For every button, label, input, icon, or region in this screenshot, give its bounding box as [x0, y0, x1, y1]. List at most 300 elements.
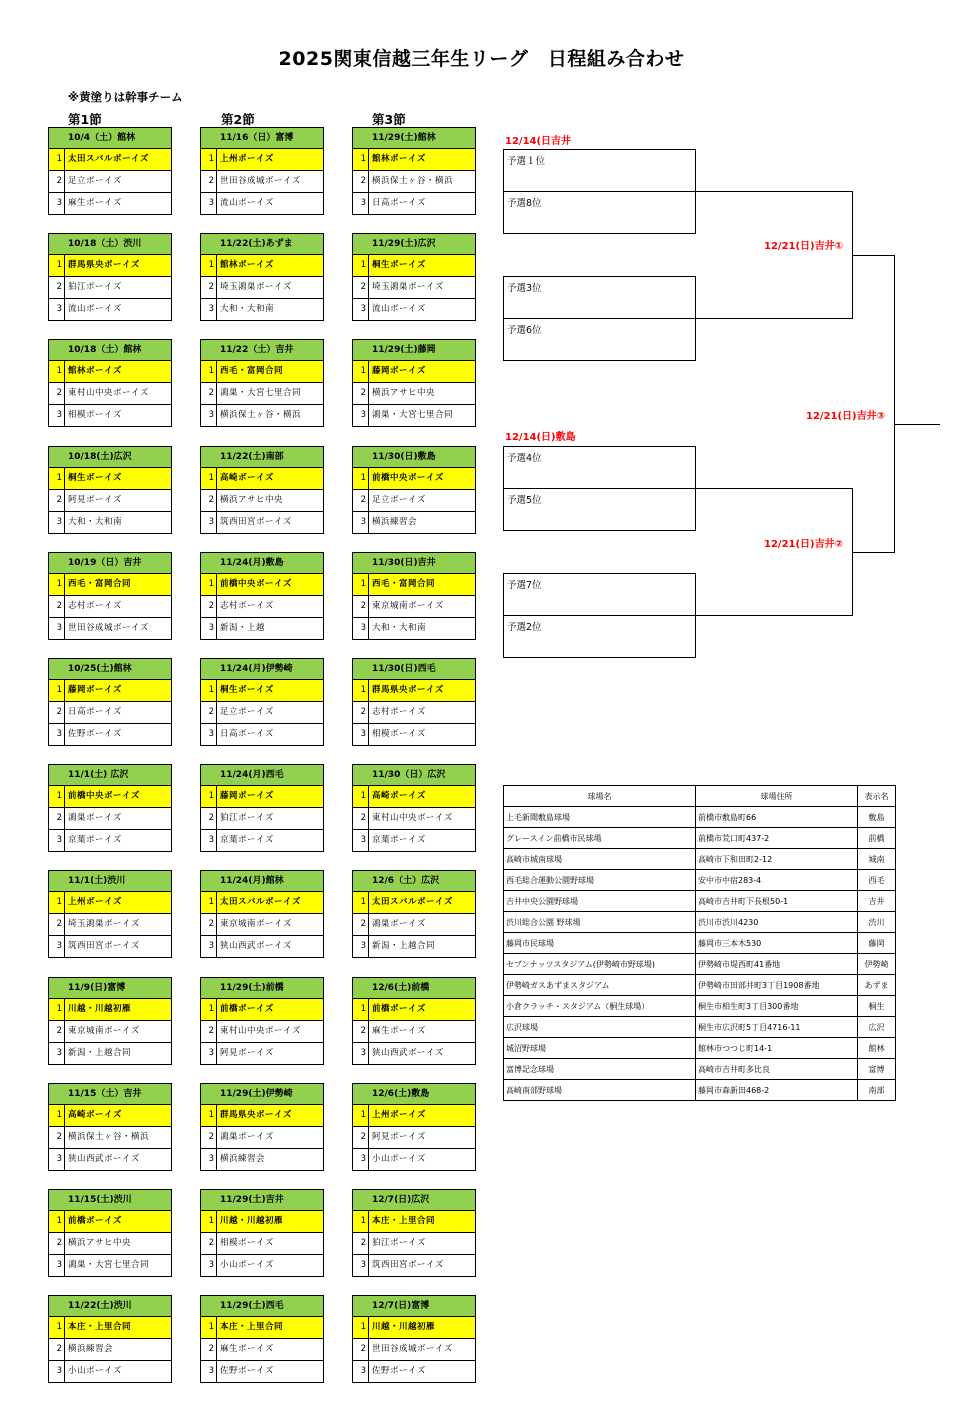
team-name: 足立ボーイズ — [372, 495, 426, 505]
team-number: 1 — [49, 892, 65, 913]
team-name: 阿見ボーイズ — [68, 495, 122, 505]
match-date-venue: 11/22(土)あずま — [201, 234, 323, 255]
team-number: 3 — [49, 936, 65, 957]
match-date-venue: 11/24(月)館林 — [201, 871, 323, 892]
team-number: 3 — [201, 193, 217, 214]
match-date-venue: 10/18(土)広沢 — [49, 447, 171, 468]
team-row — [49, 512, 171, 533]
team-name: 館林ボーイズ — [220, 260, 274, 270]
host-team-row — [353, 1105, 475, 1127]
team-row — [353, 1339, 475, 1361]
team-number: 3 — [49, 724, 65, 745]
venue-row — [504, 1038, 896, 1059]
team-number: 2 — [201, 596, 217, 617]
venue-address: 渋川市渋川4230 — [696, 912, 858, 933]
team-row — [201, 1149, 323, 1170]
venue-row — [504, 954, 896, 975]
team-row — [201, 618, 323, 639]
match-group — [200, 552, 324, 640]
team-number: 3 — [201, 936, 217, 957]
team-row — [353, 1361, 475, 1382]
team-name: 日高ボーイズ — [68, 707, 122, 717]
team-name: 前橋ボーイズ — [372, 1004, 426, 1014]
match-date-venue: 11/29(土)広沢 — [353, 234, 475, 255]
team-name: 筑西田宮ボーイズ — [372, 1260, 444, 1270]
semifinal-1-label: 12/21(日)吉井① — [764, 241, 844, 252]
match-date-venue: 10/4（土）館林 — [49, 128, 171, 149]
team-number: 3 — [353, 405, 369, 426]
team-number: 2 — [201, 1233, 217, 1254]
venue-name: 渋川総合公園 野球場 — [504, 912, 696, 933]
team-number: 1 — [49, 574, 65, 595]
team-number: 1 — [353, 149, 369, 170]
venue-row — [504, 891, 896, 912]
team-row — [201, 1255, 323, 1276]
team-number: 2 — [353, 808, 369, 829]
team-name: 小山ボーイズ — [372, 1154, 426, 1164]
team-row — [49, 936, 171, 957]
team-name: 志村ボーイズ — [372, 707, 426, 717]
team-number: 1 — [201, 1105, 217, 1126]
bracket-line — [695, 318, 853, 319]
team-row — [49, 490, 171, 512]
team-name: 本庄・上里合同 — [372, 1216, 436, 1226]
match-group — [352, 339, 476, 427]
venue-row — [504, 849, 896, 870]
team-name: 世田谷成城ボーイズ — [68, 623, 149, 633]
team-name: 日高ボーイズ — [220, 729, 274, 739]
team-number: 2 — [201, 914, 217, 935]
team-row — [353, 936, 475, 957]
host-team-row — [49, 361, 171, 383]
team-row — [201, 1361, 323, 1382]
team-number: 3 — [49, 405, 65, 426]
team-name: 藤岡ボーイズ — [220, 791, 274, 801]
team-name: 西毛・富岡合同 — [220, 366, 284, 376]
bracket-line — [695, 615, 853, 616]
team-number: 2 — [201, 702, 217, 723]
team-number: 2 — [353, 914, 369, 935]
host-team-row — [353, 361, 475, 383]
team-number: 2 — [49, 914, 65, 935]
venue-address: 高崎市下和田町2-12 — [696, 849, 858, 870]
host-team-row — [49, 786, 171, 808]
venue-address: 桐生市相生町3丁目300番地 — [696, 996, 858, 1017]
venue-short-name: 館林 — [858, 1038, 896, 1059]
team-number: 3 — [201, 1149, 217, 1170]
team-name: 高崎ボーイズ — [220, 473, 274, 483]
team-name: 館林ボーイズ — [372, 154, 426, 164]
team-name: 川越・川越初雁 — [372, 1322, 436, 1332]
team-name: 佐野ボーイズ — [220, 1366, 274, 1376]
team-row — [49, 596, 171, 618]
venue-address: 高崎市吉井町多比良 — [696, 1059, 858, 1080]
match-group — [352, 977, 476, 1065]
host-team-row — [49, 999, 171, 1021]
bracket-line — [894, 424, 940, 425]
team-number: 1 — [201, 361, 217, 382]
match-date-venue: 11/24(月)敷島 — [201, 553, 323, 574]
venue-name: 伊勢崎ガスあずまスタジアム — [504, 975, 696, 996]
team-name: 埼玉鴻巣ボーイズ — [68, 919, 140, 929]
match-group — [352, 233, 476, 321]
team-name: 東京城南ボーイズ — [372, 601, 444, 611]
team-row — [201, 299, 323, 320]
team-name: 高崎ボーイズ — [372, 791, 426, 801]
team-number: 1 — [49, 1105, 65, 1126]
venue-address: 藤岡市森新田468-2 — [696, 1080, 858, 1101]
host-team-row — [49, 1105, 171, 1127]
venue-row — [504, 933, 896, 954]
match-date-venue: 11/30(日)敷島 — [353, 447, 475, 468]
bracket-slot: 予選6位 — [503, 318, 696, 361]
team-name: 鴻巣ボーイズ — [220, 1132, 274, 1142]
team-number: 1 — [49, 1211, 65, 1232]
match-date-venue: 11/30(日)西毛 — [353, 659, 475, 680]
team-name: 狭山西武ボーイズ — [68, 1154, 140, 1164]
venue-name: 高崎市城南球場 — [504, 849, 696, 870]
team-name: 小山ボーイズ — [220, 1260, 274, 1270]
team-name: 群馬県央ボーイズ — [372, 685, 444, 695]
match-date-venue: 11/29(土)吉井 — [201, 1190, 323, 1211]
team-row — [353, 914, 475, 936]
team-row — [353, 193, 475, 214]
venue-short-name: 藤岡 — [858, 933, 896, 954]
bracket-slot: 予選8位 — [503, 191, 696, 234]
team-number: 3 — [201, 618, 217, 639]
venue-short-name: 吉井 — [858, 891, 896, 912]
team-row — [49, 1233, 171, 1255]
team-number: 3 — [49, 830, 65, 851]
team-name: 鴻巣・大宮七里合同 — [372, 410, 454, 420]
team-row — [353, 1021, 475, 1043]
team-name: 川越・川越初雁 — [68, 1004, 132, 1014]
team-number: 3 — [49, 512, 65, 533]
venue-short-name: 富博 — [858, 1059, 896, 1080]
team-number: 1 — [49, 468, 65, 489]
team-number: 2 — [353, 1127, 369, 1148]
team-row — [353, 702, 475, 724]
match-group — [48, 233, 172, 321]
venue-name: 広沢球場 — [504, 1017, 696, 1038]
match-group — [200, 1295, 324, 1383]
match-date-venue: 12/6(土)前橋 — [353, 978, 475, 999]
match-date-venue: 10/19（日）吉井 — [49, 553, 171, 574]
team-row — [49, 1255, 171, 1276]
team-number: 2 — [49, 1127, 65, 1148]
team-row — [201, 405, 323, 426]
bracket-slot: 予選１位 — [503, 149, 696, 192]
page-title: 2025関東信越三年生リーグ 日程組み合わせ — [278, 48, 685, 70]
team-name: 太田スバルボーイズ — [68, 154, 149, 164]
team-number: 3 — [353, 724, 369, 745]
match-group — [352, 764, 476, 852]
team-number: 1 — [353, 361, 369, 382]
team-number: 2 — [49, 1233, 65, 1254]
team-name: 狭山西武ボーイズ — [220, 941, 292, 951]
team-number: 2 — [201, 808, 217, 829]
venue-name: 上毛新聞敷島球場 — [504, 807, 696, 828]
team-number: 1 — [49, 1317, 65, 1338]
team-number: 2 — [201, 490, 217, 511]
venue-address: 前橋市敷島町66 — [696, 807, 858, 828]
bracket-slot: 予選4位 — [503, 446, 696, 489]
team-name: 大和・大和南 — [220, 304, 275, 314]
team-name: 鴻巣ボーイズ — [68, 813, 122, 823]
venue-name: 富博記念球場 — [504, 1059, 696, 1080]
match-group — [200, 233, 324, 321]
venue-row — [504, 870, 896, 891]
host-team-row — [353, 892, 475, 914]
team-row — [353, 171, 475, 193]
match-group — [200, 870, 324, 958]
team-row — [353, 405, 475, 426]
venue-address: 館林市つつじ町14-1 — [696, 1038, 858, 1059]
team-name: 太田スバルボーイズ — [372, 897, 453, 907]
team-row — [353, 830, 475, 851]
section-header-3: 第3節 — [372, 112, 406, 127]
team-name: 西毛・富岡合同 — [68, 579, 132, 589]
team-number: 3 — [353, 299, 369, 320]
venue-name: セブンナッツスタジアム(伊勢崎市野球場) — [504, 954, 696, 975]
team-number: 3 — [49, 1361, 65, 1382]
round1-bottom-label: 12/14(日)敷島 — [505, 432, 576, 443]
team-number: 2 — [201, 1021, 217, 1042]
team-number: 1 — [49, 786, 65, 807]
host-team-row — [201, 361, 323, 383]
team-row — [49, 1361, 171, 1382]
match-group — [200, 764, 324, 852]
host-team-row — [49, 1317, 171, 1339]
team-number: 3 — [49, 1043, 65, 1064]
team-row — [353, 808, 475, 830]
team-number: 1 — [201, 680, 217, 701]
match-group — [352, 552, 476, 640]
team-number: 1 — [201, 574, 217, 595]
team-number: 1 — [353, 574, 369, 595]
team-row — [201, 596, 323, 618]
team-row — [49, 1339, 171, 1361]
round1-top-label: 12/14(日吉井 — [505, 136, 572, 147]
match-date-venue: 11/22（土）吉井 — [201, 340, 323, 361]
match-date-venue: 11/16（日）富博 — [201, 128, 323, 149]
host-team-row — [201, 468, 323, 490]
team-name: 世田谷成城ボーイズ — [372, 1344, 453, 1354]
team-number: 2 — [49, 277, 65, 298]
venue-short-name: 南部 — [858, 1080, 896, 1101]
team-number: 2 — [201, 383, 217, 404]
match-group — [200, 446, 324, 534]
venue-name: 藤岡市民球場 — [504, 933, 696, 954]
team-name: 相模ボーイズ — [372, 729, 426, 739]
match-group — [200, 339, 324, 427]
team-name: 東村山中央ボーイズ — [220, 1026, 301, 1036]
team-number: 3 — [353, 1361, 369, 1382]
team-number: 1 — [201, 786, 217, 807]
bracket-slot: 予選3位 — [503, 276, 696, 319]
team-name: 阿見ボーイズ — [220, 1048, 274, 1058]
host-team-row — [201, 786, 323, 808]
match-group — [352, 1295, 476, 1383]
venue-short-name: 前橋 — [858, 828, 896, 849]
team-row — [49, 299, 171, 320]
team-number: 2 — [353, 277, 369, 298]
venue-address: 伊勢崎市田部井町3丁目1908番地 — [696, 975, 858, 996]
team-row — [49, 405, 171, 426]
venue-short-name: 城南 — [858, 849, 896, 870]
match-group — [48, 658, 172, 746]
host-team-row — [353, 1211, 475, 1233]
team-number: 2 — [201, 1127, 217, 1148]
match-group — [48, 977, 172, 1065]
team-name: 埼玉鴻巣ボーイズ — [220, 282, 292, 292]
match-date-venue: 11/29(土)館林 — [353, 128, 475, 149]
team-row — [353, 1043, 475, 1064]
semifinal-2-label: 12/21(日)吉井② — [764, 539, 844, 550]
match-date-venue: 11/29(土)伊勢崎 — [201, 1084, 323, 1105]
team-name: 流山ボーイズ — [68, 304, 122, 314]
team-row — [49, 724, 171, 745]
team-name: 世田谷成城ボーイズ — [220, 176, 301, 186]
team-name: 高崎ボーイズ — [68, 1110, 122, 1120]
team-number: 3 — [49, 193, 65, 214]
host-team-row — [49, 149, 171, 171]
bracket-line — [695, 488, 853, 489]
team-name: 相模ボーイズ — [220, 1238, 274, 1248]
team-row — [49, 1127, 171, 1149]
match-date-venue: 11/29(土)西毛 — [201, 1296, 323, 1317]
team-name: 前橋ボーイズ — [68, 1216, 122, 1226]
team-name: 横浜練習会 — [220, 1154, 266, 1164]
team-number: 2 — [353, 1233, 369, 1254]
team-number: 2 — [49, 383, 65, 404]
team-name: 麻生ボーイズ — [220, 1344, 274, 1354]
venue-short-name: あずま — [858, 975, 896, 996]
match-group — [48, 339, 172, 427]
venue-row — [504, 1080, 896, 1101]
venue-short-name: 渋川 — [858, 912, 896, 933]
team-number: 3 — [353, 830, 369, 851]
team-row — [201, 936, 323, 957]
final-label: 12/21(日)吉井③ — [806, 411, 886, 422]
team-number: 1 — [201, 149, 217, 170]
match-date-venue: 11/29(土)藤岡 — [353, 340, 475, 361]
team-number: 2 — [353, 171, 369, 192]
team-name: 鴻巣・大宮七里合同 — [220, 388, 302, 398]
match-group — [352, 1189, 476, 1277]
team-number: 1 — [49, 149, 65, 170]
venue-row — [504, 1059, 896, 1080]
host-team-row — [353, 680, 475, 702]
venue-row — [504, 996, 896, 1017]
team-name: 桐生ボーイズ — [220, 685, 274, 695]
team-name: 麻生ボーイズ — [68, 198, 122, 208]
team-number: 1 — [49, 361, 65, 382]
team-row — [353, 490, 475, 512]
team-number: 2 — [353, 702, 369, 723]
venue-header-name: 球場名 — [504, 786, 696, 807]
team-number: 3 — [353, 1255, 369, 1276]
team-number: 3 — [353, 1043, 369, 1064]
match-date-venue: 11/29(土)前橋 — [201, 978, 323, 999]
team-number: 2 — [201, 1339, 217, 1360]
team-row — [201, 1233, 323, 1255]
team-name: 太田スバルボーイズ — [220, 897, 301, 907]
host-team-row — [201, 680, 323, 702]
team-name: 藤岡ボーイズ — [68, 685, 122, 695]
team-number: 3 — [201, 1255, 217, 1276]
team-name: 流山ボーイズ — [220, 198, 274, 208]
team-row — [201, 1043, 323, 1064]
team-name: 麻生ボーイズ — [372, 1026, 426, 1036]
host-team-row — [49, 1211, 171, 1233]
match-date-venue: 10/25(土)館林 — [49, 659, 171, 680]
team-name: 京葉ボーイズ — [372, 835, 426, 845]
team-name: 本庄・上里合同 — [220, 1322, 284, 1332]
team-row — [201, 914, 323, 936]
team-row — [201, 702, 323, 724]
team-number: 1 — [353, 892, 369, 913]
match-group — [48, 552, 172, 640]
host-team-row — [201, 1317, 323, 1339]
team-name: 東京城南ボーイズ — [68, 1026, 140, 1036]
team-number: 1 — [201, 1317, 217, 1338]
venue-row — [504, 807, 896, 828]
match-group — [200, 658, 324, 746]
team-row — [49, 383, 171, 405]
bracket-line — [852, 552, 895, 553]
team-row — [49, 830, 171, 851]
team-row — [201, 1339, 323, 1361]
venue-address: 安中市中宿283-4 — [696, 870, 858, 891]
team-number: 2 — [353, 383, 369, 404]
match-date-venue: 12/6（土）広沢 — [353, 871, 475, 892]
team-number: 3 — [201, 299, 217, 320]
venue-address: 高崎市吉井町下長根50-1 — [696, 891, 858, 912]
match-group — [352, 1083, 476, 1171]
team-name: 前橋ボーイズ — [220, 1004, 274, 1014]
venue-row — [504, 975, 896, 996]
team-name: 藤岡ボーイズ — [372, 366, 426, 376]
host-team-row — [201, 149, 323, 171]
bracket-line — [894, 255, 895, 553]
host-team-row — [201, 1211, 323, 1233]
match-date-venue: 12/7(日)富博 — [353, 1296, 475, 1317]
team-number: 3 — [49, 618, 65, 639]
host-team-row — [201, 892, 323, 914]
team-name: 横浜保土ヶ谷・横浜 — [68, 1132, 150, 1142]
team-name: 横浜アサヒ中央 — [372, 388, 436, 398]
team-row — [201, 1127, 323, 1149]
team-number: 2 — [201, 277, 217, 298]
team-row — [353, 596, 475, 618]
team-name: 横浜保土ヶ谷・横浜 — [372, 176, 454, 186]
team-row — [201, 490, 323, 512]
team-number: 2 — [49, 171, 65, 192]
host-team-row — [49, 468, 171, 490]
host-team-row — [353, 255, 475, 277]
team-row — [201, 512, 323, 533]
team-name: 新潟・上越 — [220, 623, 266, 633]
team-name: 狭山西武ボーイズ — [372, 1048, 444, 1058]
team-number: 1 — [353, 1317, 369, 1338]
team-name: 桐生ボーイズ — [68, 473, 122, 483]
venue-row — [504, 828, 896, 849]
team-number: 3 — [353, 936, 369, 957]
section-header-1: 第1節 — [68, 112, 102, 127]
team-name: 相模ボーイズ — [68, 410, 122, 420]
team-row — [49, 618, 171, 639]
